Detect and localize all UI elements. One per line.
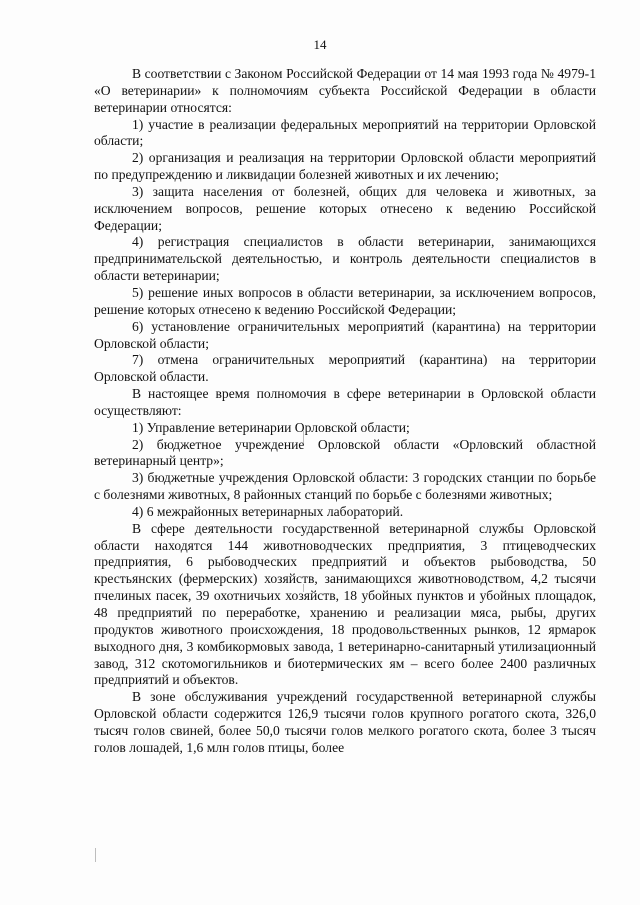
paragraph-power-5: 5) решение иных вопросов в области ветеринарии, за исключением вопросов, решение которых отнесено к ведению Российской Федерации;: [94, 284, 596, 317]
paragraph-authority-2: 2) бюджетное учреждение Орловской области «Орловский областной ветеринарный центр»;: [94, 436, 596, 469]
paragraph-authority-1: 1) Управление ветеринарии Орловской области;: [132, 419, 410, 435]
document-body: [94, 66, 596, 757]
paragraph-service-scope: В сфере деятельности государственной ветеринарной службы Орловской области находятся 144 животноводческих предприятия, 3 птицеводческих предприятия, 6 рыбоводческих предприятий и объектов рыбоводства, 50 крестьянских (фермерских) хозяйств, занимающихся животноводством, 4,2 тысячи пчелиных пасек, 39 охотничьих хозяйств, 18 убойных пунктов и убойных площадок, 48 предприятий по переработке, хранению и реализации мяса, рыбы, других продуктов животного происхождения, 18 продовольственных рынков, 12 ярмарок выходного дня, 3 комбикормовых завода, 1 ветеринарно-санитарный утилизационный завод, 312 скотомогильников и биотермических ям – всего более 2400 различных предприятий и объектов.: [94, 520, 596, 688]
paragraph-intro: В соответствии с Законом Российской Федерации от 14 мая 1993 года № 4979-1 «О ветеринарии» к полномочиям субъекта Российской Федерации в области ветеринарии относятся:: [94, 66, 596, 115]
page-number: 14: [313, 37, 327, 52]
paragraph-authority-3: 3) бюджетные учреждения Орловской области: 3 городских станции по борьбе с болезнями животных, 8 районных станций по борьбе с болезнями животных;: [94, 470, 596, 503]
paragraph-power-3: 3) защита населения от болезней, общих для человека и животных, за исключением вопросов, решение которых отнесено к ведению Российской Федерации;: [94, 183, 596, 233]
paragraph-power-6: 6) установление ограничительных мероприятий (карантина) на территории Орловской области;: [94, 318, 596, 351]
paragraph-power-2: 2) организация и реализация на территории Орловской области мероприятий по предупреждению и ликвидации болезней животных и их лечению;: [94, 150, 596, 183]
paragraph-authority-4: 4) 6 межрайонных ветеринарных лабораторий.: [132, 503, 404, 519]
paragraph-livestock: В зоне обслуживания учреждений государственной ветеринарной службы Орловской области содержится 126,9 тысячи голов крупного рогатого скота, 326,0 тысяч голов свиней, более 50,0 тысячи голов мелкого рогатого скота, более 3 тысяч голов лошадей, 1,6 млн голов птицы, более: [94, 689, 596, 755]
paragraph-authorities-intro: В настоящее время полномочия в сфере ветеринарии в Орловской области осуществляют:: [94, 386, 596, 418]
paragraph-power-4: 4) регистрация специалистов в области ветеринарии, занимающихся предпринимательской деятельностью, и контроль деятельности специалистов в области ветеринарии;: [94, 234, 596, 284]
paragraph-power-1: 1) участие в реализации федеральных мероприятий на территории Орловской области;: [94, 116, 596, 149]
paragraph-power-7: 7) отмена ограничительных мероприятий (карантина) на территории Орловской области.: [94, 352, 596, 385]
scan-mark: [95, 848, 96, 862]
